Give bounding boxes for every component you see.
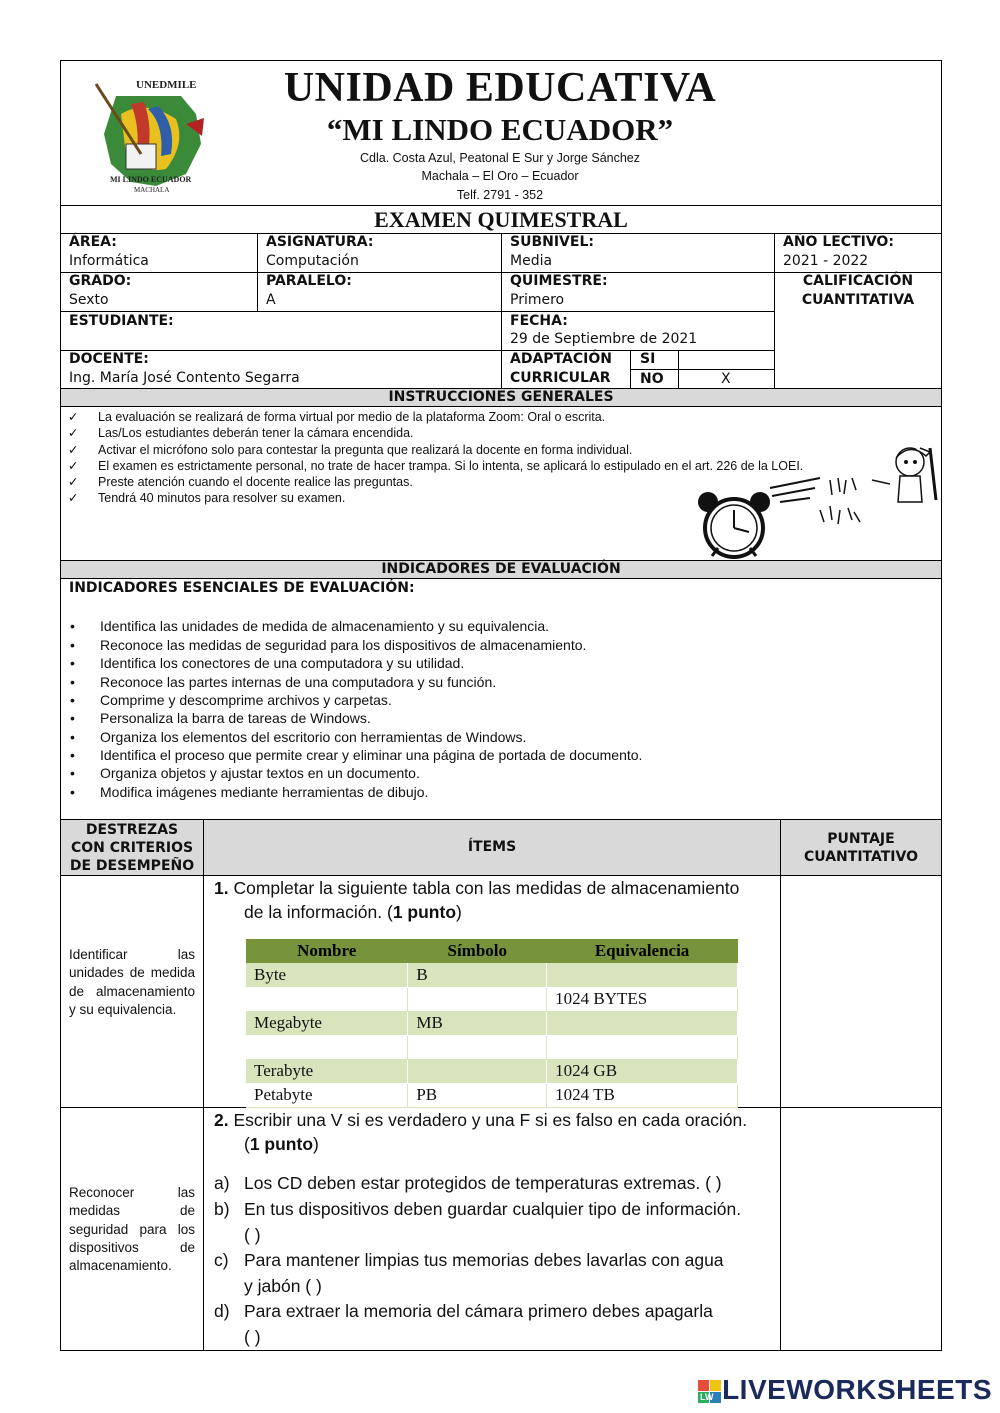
area-label: ÁREA:	[69, 234, 117, 250]
equivalencia-cell[interactable]	[547, 1011, 738, 1035]
outer-border-left	[60, 60, 61, 1351]
liveworksheets-brand: LIVEWORKSHEETS	[722, 1374, 992, 1405]
school-address-line2: Machala – El Oro – Ecuador	[421, 169, 579, 183]
area-value: Informática	[69, 253, 149, 269]
paralelo-value: A	[266, 292, 276, 308]
anio-lectivo-label: AÑO LECTIVO:	[783, 234, 894, 250]
subnivel-label: SUBNIVEL:	[510, 234, 594, 250]
simbolo-cell: PB	[408, 1083, 547, 1107]
no-label: NO	[640, 371, 664, 387]
q2-option-a[interactable]: a) Los CD deben estar protegidos de temperaturas extremas. ( )	[214, 1173, 722, 1193]
indicator-item: • Reconoce las partes internas de una computadora y su función.	[70, 674, 497, 690]
table-row	[246, 987, 738, 1011]
equivalencia-cell[interactable]	[547, 963, 738, 987]
instruction-item: ✓ Activar el micrófono solo para contestar la pregunta que realizará la docente en forma individual.	[68, 443, 633, 457]
nombre-cell: Megabyte	[246, 1011, 408, 1035]
divider	[60, 205, 942, 206]
exam-title: EXAMEN QUIMESTRAL	[374, 207, 628, 232]
docente-value: Ing. María José Contento Segarra	[69, 370, 300, 386]
simbolo-cell: MB	[408, 1011, 547, 1035]
indicator-item: • Personaliza la barra de tareas de Windows.	[70, 710, 371, 726]
indicator-item: • Reconoce las medidas de seguridad para los dispositivos de almacenamiento.	[70, 637, 587, 653]
calificacion-label-line2: CUANTITATIVA	[801, 292, 915, 308]
header-destrezas: DESTREZAS CON CRITERIOS DE DESEMPEÑO	[69, 822, 195, 874]
nombre-cell: Byte	[246, 963, 408, 987]
equivalencia-cell[interactable]	[547, 1035, 738, 1059]
school-title: UNIDAD EDUCATIVA	[283, 65, 717, 111]
student-cartoon-illustration	[760, 440, 940, 540]
simbolo-cell[interactable]	[408, 1059, 547, 1083]
svg-text:LW: LW	[700, 1392, 714, 1402]
school-logo	[86, 74, 212, 196]
school-address-line1: Cdla. Costa Azul, Peatonal E Sur y Jorge Sánchez	[359, 151, 641, 165]
divider	[780, 819, 781, 1351]
school-subtitle: “MI LINDO ECUADOR”	[326, 112, 674, 147]
quimestre-label: QUIMESTRE:	[510, 273, 608, 289]
table-row	[246, 1083, 738, 1107]
no-mark: X	[721, 371, 731, 387]
nombre-cell: Terabyte	[246, 1059, 408, 1083]
subnivel-value: Media	[510, 253, 553, 269]
q2-option-c[interactable]: c) Para mantener limpias tus memorias debes lavarlas con agua y jabón ( )	[214, 1250, 724, 1296]
instruction-item: ✓ Las/Los estudiantes deberán tener la cámara encendida.	[68, 426, 414, 440]
equivalencia-cell: 1024 TB	[547, 1083, 738, 1107]
fecha-label: FECHA:	[510, 313, 568, 329]
indicator-item: • Organiza objetos y ajustar textos en un documento.	[70, 765, 420, 781]
divider	[630, 369, 775, 370]
q2-option-d[interactable]: d) Para extraer la memoria del cámara primero debes apagarla ( )	[214, 1301, 713, 1347]
col-equivalencia: Equivalencia	[547, 939, 738, 963]
indicator-item: • Identifica las unidades de medida de almacenamiento y su equivalencia.	[70, 618, 550, 634]
q2-skill: Reconocer las medidas de seguridad para los dispositivos de almacenamiento.	[69, 1185, 195, 1274]
table-row	[246, 1035, 738, 1059]
instruction-item: ✓ El examen es estrictamente personal, no trate de hacer trampa. Si lo intenta, se aplicará lo estipulado en el art. 226 de la LOEI.	[68, 459, 804, 473]
indicators-title: INDICADORES DE EVALUACIÓN	[381, 561, 621, 577]
adaptacion-label: ADAPTACIÓN	[510, 351, 612, 367]
svg-text:UNEDMILE: UNEDMILE	[136, 79, 197, 91]
indicator-item: • Comprime y descomprime archivos y carpetas.	[70, 692, 392, 708]
grado-label: GRADO:	[69, 273, 132, 289]
paralelo-label: PARALELO:	[266, 273, 352, 289]
storage-units-table	[246, 939, 738, 1108]
divider	[203, 819, 204, 1351]
anio-lectivo-value: 2021 - 2022	[783, 253, 869, 269]
svg-text:MACHALA: MACHALA	[134, 186, 170, 194]
header-items: ÍTEMS	[467, 839, 517, 855]
grado-value: Sexto	[69, 292, 109, 308]
outer-border-right	[941, 60, 942, 1351]
instructions-title: INSTRUCCIONES GENERALES	[388, 389, 614, 405]
divider	[60, 578, 942, 579]
indicator-item: • Modifica imágenes mediante herramientas de dibujo.	[70, 784, 429, 800]
divider	[60, 311, 775, 312]
divider	[60, 350, 775, 351]
school-phone: Telf. 2791 - 352	[456, 188, 544, 202]
indicator-item: • Identifica el proceso que permite crear y eliminar una página de portada de documento.	[70, 747, 643, 763]
equivalencia-cell: 1024 BYTES	[547, 987, 738, 1011]
indicators-subtitle: INDICADORES ESENCIALES DE EVALUACIÓN:	[69, 580, 415, 596]
header-puntaje: PUNTAJE CUANTITATIVO	[804, 831, 918, 865]
si-label: SI	[640, 351, 656, 367]
estudiante-label: ESTUDIANTE:	[69, 313, 174, 329]
outer-border-bottom	[60, 1350, 942, 1351]
liveworksheets-logo-icon	[698, 1380, 722, 1404]
table-row	[246, 1011, 738, 1035]
simbolo-cell[interactable]	[408, 987, 547, 1011]
nombre-cell: Petabyte	[246, 1083, 408, 1107]
svg-text:MI LINDO ECUADOR: MI LINDO ECUADOR	[110, 175, 192, 184]
indicator-item: • Identifica los conectores de una computadora y su utilidad.	[70, 655, 465, 671]
instruction-item: ✓ La evaluación se realizará de forma virtual por medio de la plataforma Zoom: Oral o escrita.	[68, 410, 606, 424]
simbolo-cell: B	[408, 963, 547, 987]
nombre-cell[interactable]	[246, 987, 408, 1011]
simbolo-cell[interactable]	[408, 1035, 547, 1059]
divider	[60, 406, 942, 407]
outer-border-top	[60, 60, 942, 61]
q2-option-b[interactable]: b) En tus dispositivos deben guardar cualquier tipo de información. ( )	[214, 1199, 742, 1245]
quimestre-value: Primero	[510, 292, 565, 308]
calificacion-label: CALIFICACIÓN	[802, 273, 914, 289]
indicator-item: • Organiza los elementos del escritorio con herramientas de Windows.	[70, 729, 527, 745]
table-row	[246, 1059, 738, 1083]
asignatura-label: ASIGNATURA:	[266, 234, 374, 250]
fecha-value: 29 de Septiembre de 2021	[510, 331, 698, 347]
equivalencia-cell: 1024 GB	[547, 1059, 738, 1083]
col-simbolo: Símbolo	[408, 939, 547, 963]
q1-text: 1. Completar la siguiente tabla con las medidas de almacenamiento de la información. (1 punto)	[214, 878, 740, 922]
q2-text: 2. Escribir una V si es verdadero y una F si es falso en cada oración. (1 punto)	[214, 1110, 748, 1154]
docente-label: DOCENTE:	[69, 351, 149, 367]
nombre-cell[interactable]	[246, 1035, 408, 1059]
adaptacion-label-line2: CURRICULAR	[510, 370, 611, 386]
instruction-item: ✓ Preste atención cuando el docente realice las preguntas.	[68, 475, 413, 489]
col-nombre: Nombre	[246, 939, 408, 963]
table-row	[246, 963, 738, 987]
instruction-item: ✓ Tendrá 40 minutos para resolver su examen.	[68, 491, 346, 505]
q1-skill: Identificar las unidades de medida de almacenamiento y su equivalencia.	[69, 947, 195, 1017]
asignatura-value: Computación	[266, 253, 359, 269]
